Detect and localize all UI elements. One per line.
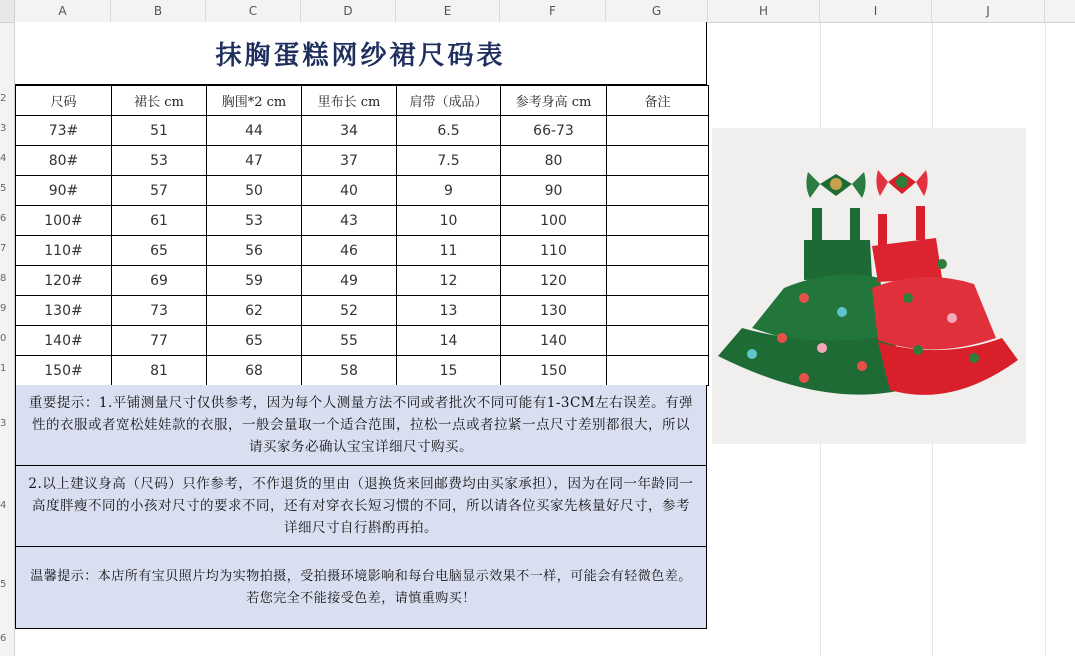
table-cell[interactable]: 14 xyxy=(397,326,501,356)
table-cell[interactable]: 40 xyxy=(302,176,397,206)
note-important[interactable] xyxy=(15,385,707,466)
size-table xyxy=(15,85,709,386)
table-cell[interactable]: 47 xyxy=(207,146,302,176)
row-header[interactable]: 6 xyxy=(0,213,7,224)
column-header-c[interactable]: C xyxy=(206,0,301,22)
table-cell[interactable]: 110# xyxy=(16,236,112,266)
header-remarks[interactable]: 备注 xyxy=(607,86,709,116)
table-cell[interactable]: 9 xyxy=(397,176,501,206)
header-strap[interactable]: 肩带（成品） xyxy=(397,86,501,116)
table-cell[interactable]: 69 xyxy=(112,266,207,296)
row-header-strip xyxy=(0,23,15,656)
table-cell[interactable]: 34 xyxy=(302,116,397,146)
table-cell[interactable]: 140 xyxy=(501,326,607,356)
row-header[interactable]: 7 xyxy=(0,243,7,254)
row-header[interactable]: 1 xyxy=(0,363,7,374)
row-header[interactable]: 2 xyxy=(0,93,7,104)
row-header[interactable]: 9 xyxy=(0,303,7,314)
table-row xyxy=(16,206,709,236)
header-lining-length[interactable]: 里布长 cm xyxy=(302,86,397,116)
table-cell[interactable] xyxy=(607,146,709,176)
column-header-e[interactable]: E xyxy=(396,0,500,22)
table-cell[interactable]: 130# xyxy=(16,296,112,326)
table-cell[interactable] xyxy=(607,326,709,356)
note-color-warning[interactable] xyxy=(15,547,707,629)
table-cell[interactable] xyxy=(607,236,709,266)
column-header-i[interactable]: I xyxy=(820,0,932,22)
table-row xyxy=(16,326,709,356)
select-all-corner[interactable] xyxy=(0,0,15,22)
table-cell[interactable]: 51 xyxy=(112,116,207,146)
column-header-f[interactable]: F xyxy=(500,0,606,22)
table-cell[interactable]: 66-73 xyxy=(501,116,607,146)
table-cell[interactable]: 73 xyxy=(112,296,207,326)
gridline xyxy=(1045,23,1046,656)
table-cell[interactable]: 53 xyxy=(207,206,302,236)
table-cell[interactable]: 150 xyxy=(501,356,607,386)
note-height-reference-text: 2.以上建议身高（尺码）只作参考，不作退货的里由（退换货来回邮费均由买家承担），因为在同一年龄同一高度胖瘦不同的小孩对尺寸的要求不同，还有对穿衣长短习惯的不同，所以请各位买家先核量好尺寸，参考详细尺寸自行斟酌再拍。 xyxy=(28,476,694,536)
table-cell[interactable]: 150# xyxy=(16,356,112,386)
dress-illustration xyxy=(712,128,1026,444)
table-cell[interactable]: 65 xyxy=(207,326,302,356)
row-header[interactable]: 8 xyxy=(0,273,7,284)
table-cell[interactable]: 57 xyxy=(112,176,207,206)
table-cell[interactable] xyxy=(607,116,709,146)
column-header-h[interactable]: H xyxy=(708,0,820,22)
table-cell[interactable]: 65 xyxy=(112,236,207,266)
table-cell[interactable] xyxy=(607,176,709,206)
table-cell[interactable]: 77 xyxy=(112,326,207,356)
header-size[interactable]: 尺码 xyxy=(16,86,112,116)
table-cell[interactable]: 37 xyxy=(302,146,397,176)
table-cell[interactable]: 44 xyxy=(207,116,302,146)
table-cell[interactable]: 80# xyxy=(16,146,112,176)
table-cell[interactable]: 52 xyxy=(302,296,397,326)
table-cell[interactable]: 13 xyxy=(397,296,501,326)
table-cell[interactable]: 90 xyxy=(501,176,607,206)
row-header[interactable]: 3 xyxy=(0,123,7,134)
table-cell[interactable]: 130 xyxy=(501,296,607,326)
header-skirt-length[interactable]: 裙长 cm xyxy=(112,86,207,116)
column-header-a[interactable]: A xyxy=(15,0,111,22)
note-color-warning-text: 温馨提示：本店所有宝贝照片均为实物拍摄，受拍摄环境影响和每台电脑显示效果不一样，可能会有轻微色差。若您完全不能接受色差，请慎重购买！ xyxy=(30,568,692,606)
row-header[interactable]: 3 xyxy=(0,418,7,429)
row-header[interactable]: 6 xyxy=(0,633,7,644)
table-cell[interactable]: 50 xyxy=(207,176,302,206)
table-row xyxy=(16,296,709,326)
table-cell[interactable]: 43 xyxy=(302,206,397,236)
row-header[interactable]: 5 xyxy=(0,183,7,194)
table-cell[interactable]: 110 xyxy=(501,236,607,266)
column-header-j[interactable]: J xyxy=(932,0,1045,22)
column-header-g[interactable]: G xyxy=(606,0,708,22)
column-header-d[interactable]: D xyxy=(301,0,396,22)
table-cell[interactable]: 56 xyxy=(207,236,302,266)
column-header-b[interactable]: B xyxy=(111,0,206,22)
page-title[interactable]: 抹胸蛋糕网纱裙尺码表 xyxy=(15,22,707,85)
table-cell[interactable]: 49 xyxy=(302,266,397,296)
table-cell[interactable] xyxy=(607,266,709,296)
table-cell[interactable]: 120# xyxy=(16,266,112,296)
table-cell[interactable]: 55 xyxy=(302,326,397,356)
table-header-row xyxy=(16,86,709,116)
table-row xyxy=(16,176,709,206)
row-header[interactable]: 5 xyxy=(0,579,7,590)
column-header-bar xyxy=(0,0,1075,23)
table-cell[interactable]: 58 xyxy=(302,356,397,386)
table-cell[interactable]: 53 xyxy=(112,146,207,176)
table-cell[interactable]: 62 xyxy=(207,296,302,326)
table-row xyxy=(16,116,709,146)
table-cell[interactable]: 15 xyxy=(397,356,501,386)
table-row xyxy=(16,236,709,266)
row-header[interactable]: 0 xyxy=(0,333,7,344)
row-header[interactable]: 4 xyxy=(0,153,7,164)
table-cell[interactable]: 68 xyxy=(207,356,302,386)
table-cell[interactable]: 140# xyxy=(16,326,112,356)
table-cell[interactable]: 90# xyxy=(16,176,112,206)
header-bust[interactable]: 胸围*2 cm xyxy=(207,86,302,116)
note-height-reference[interactable] xyxy=(15,466,707,547)
table-cell[interactable]: 61 xyxy=(112,206,207,236)
table-cell[interactable]: 7.5 xyxy=(397,146,501,176)
table-cell[interactable]: 73# xyxy=(16,116,112,146)
table-cell[interactable] xyxy=(607,296,709,326)
row-header[interactable]: 4 xyxy=(0,500,7,511)
table-row xyxy=(16,356,709,386)
table-cell[interactable]: 120 xyxy=(501,266,607,296)
table-row xyxy=(16,266,709,296)
table-row xyxy=(16,146,709,176)
table-cell[interactable]: 81 xyxy=(112,356,207,386)
table-cell[interactable]: 100# xyxy=(16,206,112,236)
product-photo[interactable] xyxy=(712,128,1026,444)
table-cell[interactable] xyxy=(607,206,709,236)
table-cell[interactable]: 100 xyxy=(501,206,607,236)
table-cell[interactable]: 6.5 xyxy=(397,116,501,146)
table-cell[interactable]: 59 xyxy=(207,266,302,296)
note-important-text: 重要提示：1.平铺测量尺寸仅供参考，因为每个人测量方法不同或者批次不同可能有1-3CM左右误差。有弹性的衣服或者宽松娃娃款的衣服，一般会量取一个适合范围，拉松一点或者拉紧一点尺寸差别都很大，所以请买家务必确认宝宝详细尺寸购买。 xyxy=(28,395,694,455)
table-cell[interactable]: 11 xyxy=(397,236,501,266)
table-cell[interactable]: 46 xyxy=(302,236,397,266)
table-cell[interactable]: 10 xyxy=(397,206,501,236)
table-cell[interactable]: 80 xyxy=(501,146,607,176)
table-cell[interactable]: 12 xyxy=(397,266,501,296)
table-cell[interactable] xyxy=(607,356,709,386)
header-ref-height[interactable]: 参考身高 cm xyxy=(501,86,607,116)
